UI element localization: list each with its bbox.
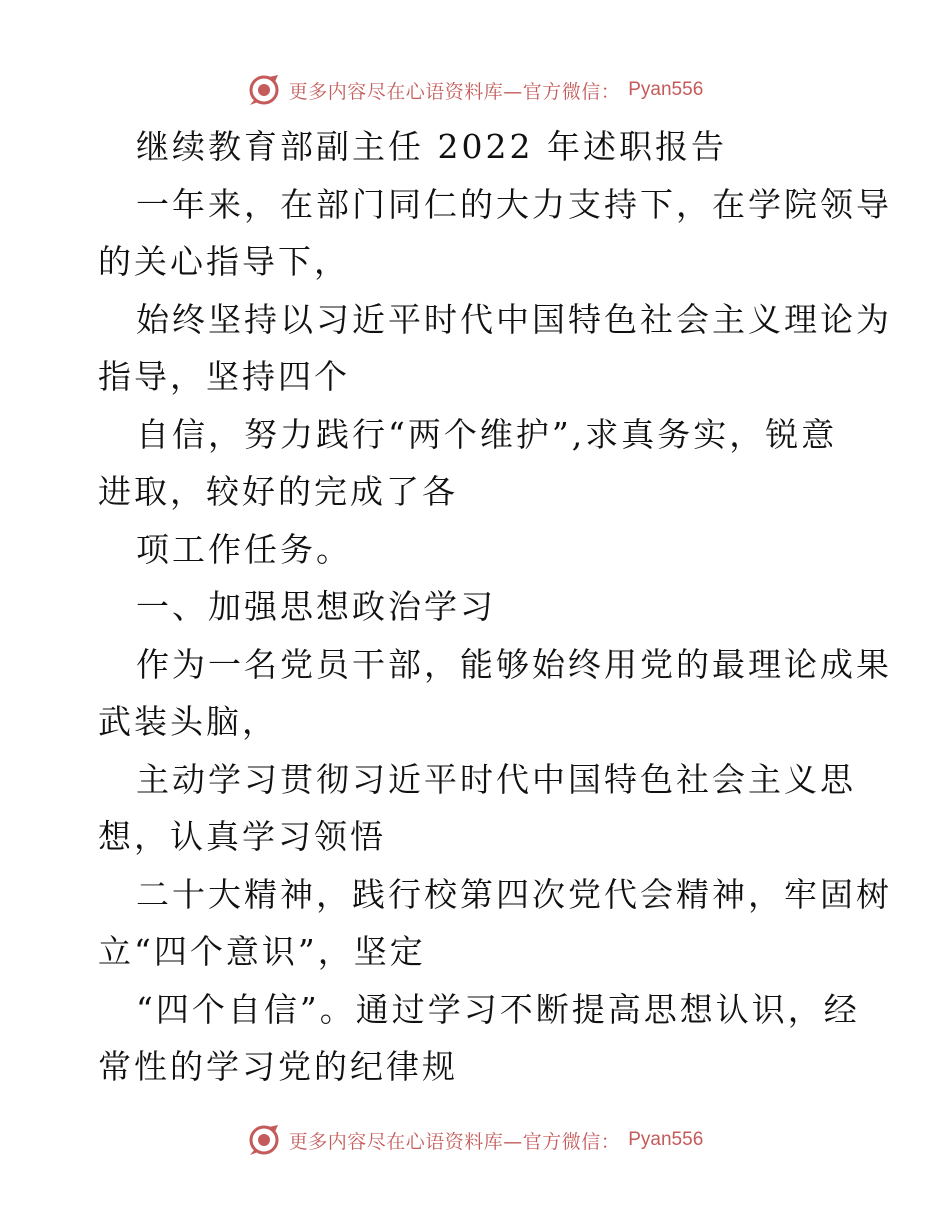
text-line: 的关心指导下，: [98, 242, 350, 281]
text-line: 指导，坚持四个: [98, 357, 350, 396]
text-line: 武装头脑，: [98, 702, 278, 741]
section-heading: 一、加强思想政治学习: [136, 587, 496, 626]
text-line: 项工作任务。: [136, 529, 352, 569]
text-line: 作为一名党员干部，能够始终用党的最理论成果: [136, 644, 892, 684]
text-line: 进取，较好的完成了各: [98, 472, 458, 511]
banner-text: 更多内容尽在心语资料库—官方微信：: [288, 80, 621, 103]
document-body: [98, 118, 892, 1096]
banner-wechat-id: Pyan556: [628, 1129, 704, 1150]
text-line: 想，认真学习领悟: [98, 817, 386, 856]
text-line: 常性的学习党的纪律规: [98, 1047, 458, 1086]
banner-text: 更多内容尽在心语资料库—官方微信：: [288, 1130, 621, 1153]
document-title: 继续教育部副主任 2022 年述职报告: [136, 127, 727, 166]
header-banner: [0, 70, 950, 110]
quill-seal-icon: [247, 1123, 281, 1157]
text-line: 自信，努力践行“两个维护”,求真务实，锐意: [136, 414, 838, 454]
text-line: “四个自信”。通过学习不断提高思想认识，经: [136, 989, 860, 1029]
quill-seal-icon: [247, 73, 281, 107]
text-line: 二十大精神，践行校第四次党代会精神，牢固树: [136, 874, 892, 914]
text-line: 一年来，在部门同仁的大力支持下，在学院领导: [136, 184, 892, 224]
text-line: 始终坚持以习近平时代中国特色社会主义理论为: [136, 299, 892, 339]
text-line: 主动学习贯彻习近平时代中国特色社会主义思: [136, 759, 856, 799]
banner-wechat-id: Pyan556: [628, 79, 704, 100]
footer-banner: [0, 1120, 950, 1160]
text-line: 立“四个意识”，坚定: [98, 932, 426, 971]
